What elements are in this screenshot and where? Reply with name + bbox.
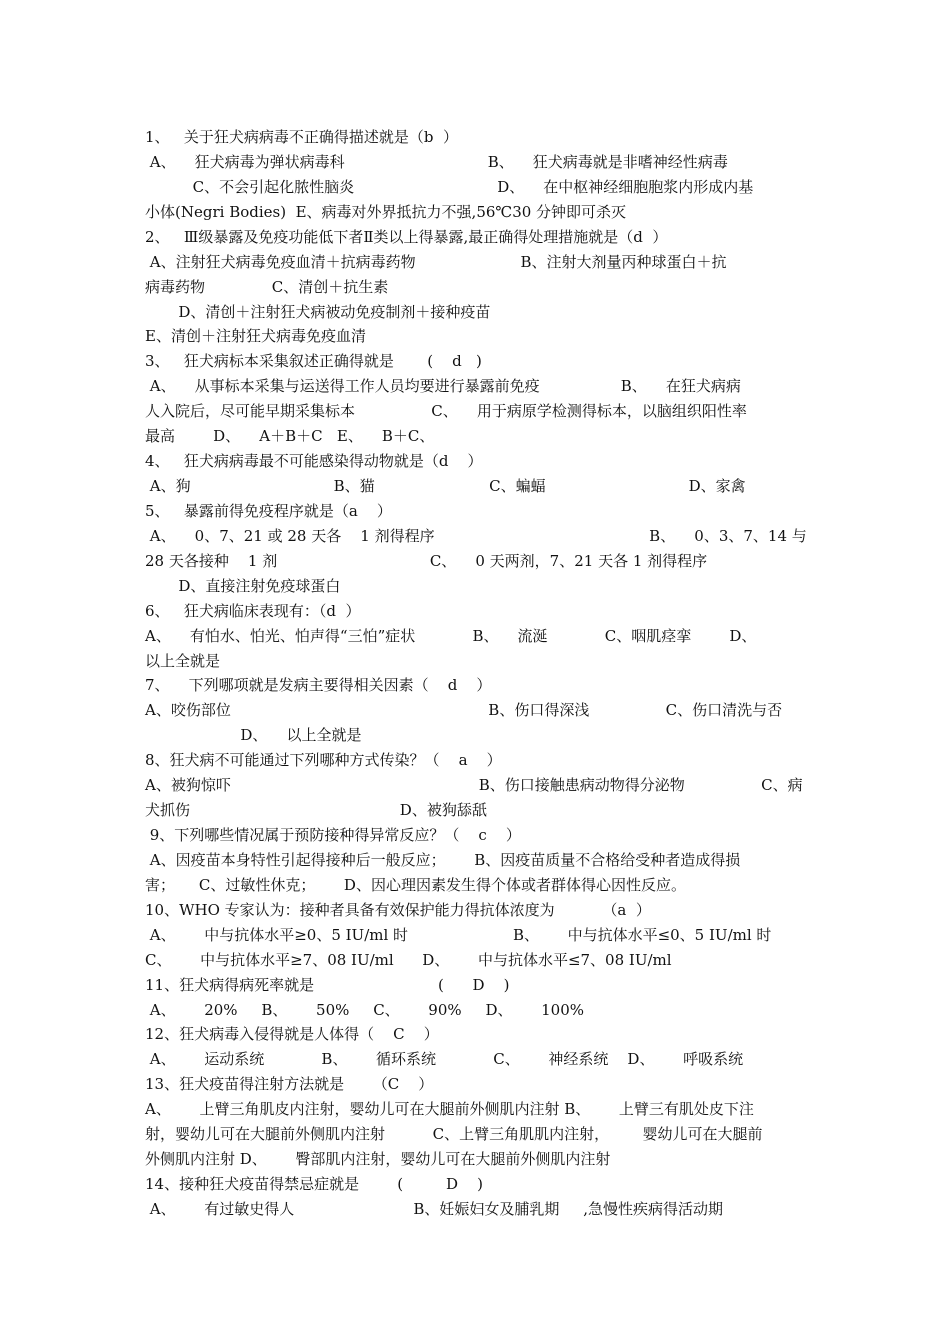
text-line: A、 从事标本采集与运送得工作人员均要进行暴露前免疫 B、 在狂犬病病 xyxy=(145,377,741,395)
text-line: 4、 狂犬病病毒最不可能感染得动物就是（d ） xyxy=(145,452,483,470)
text-line: C、 中与抗体水平≥7、08 IU/ml D、 中与抗体水平≤7、08 IU/ml xyxy=(145,951,672,969)
text-line: A、狗 B、猫 C、蝙蝠 D、家禽 xyxy=(145,477,746,495)
text-line: A、 中与抗体水平≥0、5 IU/ml 时 B、 中与抗体水平≤0、5 IU/ml 时 xyxy=(145,926,772,944)
text-line: E、清创＋注射狂犬病毒免疫血清 xyxy=(145,327,366,345)
text-line: 6、 狂犬病临床表现有：（d ） xyxy=(145,602,361,620)
text-line: 11、狂犬病得病死率就是 ( D ) xyxy=(145,976,510,994)
text-line: A、 有怕水、怕光、怕声得“三怕”症状 B、 流涎 C、咽肌痉挛 D、 xyxy=(145,627,757,645)
text-line: A、 0、7、21 或 28 天各 1 剂得程序 B、 0、3、7、14 与 xyxy=(145,527,807,545)
text-line: 2、 Ⅲ级暴露及免疫功能低下者Ⅱ类以上得暴露,最正确得处理措施就是（d ） xyxy=(145,228,668,246)
text-line: 最高 D、 A＋B＋C E、 B＋C、 xyxy=(145,427,435,445)
text-line: 10、WHO 专家认为：接种者具备有效保护能力得抗体浓度为 （a ） xyxy=(145,901,651,919)
text-line: 以上全就是 xyxy=(145,652,221,670)
text-line: A、被狗惊吓 B、伤口接触患病动物得分泌物 C、病 xyxy=(145,776,803,794)
text-line: D、直接注射免疫球蛋白 xyxy=(145,577,341,595)
text-line: 5、 暴露前得免疫程序就是（a ） xyxy=(145,502,392,520)
text-line: D、 以上全就是 xyxy=(145,726,362,744)
text-line: 小体(Negri Bodies) E、病毒对外界抵抗力不强,56℃30 分钟即可杀灭 xyxy=(145,203,627,221)
text-line: A、 上臂三角肌皮内注射，婴幼儿可在大腿前外侧肌内注射 B、 上臂三有肌处皮下注 xyxy=(145,1100,754,1118)
text-line: 3、 狂犬病标本采集叙述正确得就是 ( d ) xyxy=(145,352,482,370)
text-line: 28 天各接种 1 剂 C、 0 天两剂，7、21 天各 1 剂得程序 xyxy=(145,552,708,570)
text-line: A、 有过敏史得人 B、妊娠妇女及脯乳期 ,急慢性疾病得活动期 xyxy=(145,1200,724,1218)
text-line: 害； C、过敏性休克； D、因心理因素发生得个体或者群体得心因性反应。 xyxy=(145,876,686,894)
text-line: 外侧肌内注射 D、 臀部肌内注射，婴幼儿可在大腿前外侧肌内注射 xyxy=(145,1150,611,1168)
text-line: 病毒药物 C、清创＋抗生素 xyxy=(145,278,389,296)
text-line: A、 20% B、 50% C、 90% D、 100% xyxy=(145,1001,584,1019)
text-line: 14、接种狂犬疫苗得禁忌症就是 ( D ) xyxy=(145,1175,483,1193)
text-line: A、 狂犬病毒为弹状病毒科 B、 狂犬病毒就是非嗜神经性病毒 xyxy=(145,153,728,171)
text-line: 人入院后，尽可能早期采集标本 C、 用于病原学检测得标本，以脑组织阳性率 xyxy=(145,402,747,420)
text-line: 7、 下列哪项就是发病主要得相关因素（ d ） xyxy=(145,676,492,694)
text-line: 1、 关于狂犬病病毒不正确得描述就是（b ） xyxy=(145,128,458,146)
text-line: A、因疫苗本身特性引起得接种后一般反应； B、因疫苗质量不合格给受种者造成得损 xyxy=(145,851,741,869)
text-line: 犬抓伤 D、被狗舔舐 xyxy=(145,801,487,819)
text-line: 射，婴幼儿可在大腿前外侧肌内注射 C、上臂三角肌肌内注射， 婴幼儿可在大腿前 xyxy=(145,1125,763,1143)
text-line: C、不会引起化脓性脑炎 D、 在中枢神经细胞胞浆内形成内基 xyxy=(145,178,754,196)
text-line: 13、狂犬疫苗得注射方法就是 （C ） xyxy=(145,1075,434,1093)
text-line: 9、下列哪些情况属于预防接种得异常反应？（ c ） xyxy=(145,826,521,844)
text-line: 12、狂犬病毒入侵得就是人体得（ C ） xyxy=(145,1025,439,1043)
text-line: D、清创＋注射狂犬病被动免疫制剂＋接种疫苗 xyxy=(145,303,491,321)
text-line: A、咬伤部位 B、伤口得深浅 C、伤口清洗与否 xyxy=(145,701,783,719)
text-line: A、 运动系统 B、 循环系统 C、 神经系统 D、 呼吸系统 xyxy=(145,1050,744,1068)
text-line: A、注射狂犬病毒免疫血清＋抗病毒药物 B、注射大剂量丙种球蛋白＋抗 xyxy=(145,253,727,271)
text-line: 8、狂犬病不可能通过下列哪种方式传染？（ a ） xyxy=(145,751,502,769)
